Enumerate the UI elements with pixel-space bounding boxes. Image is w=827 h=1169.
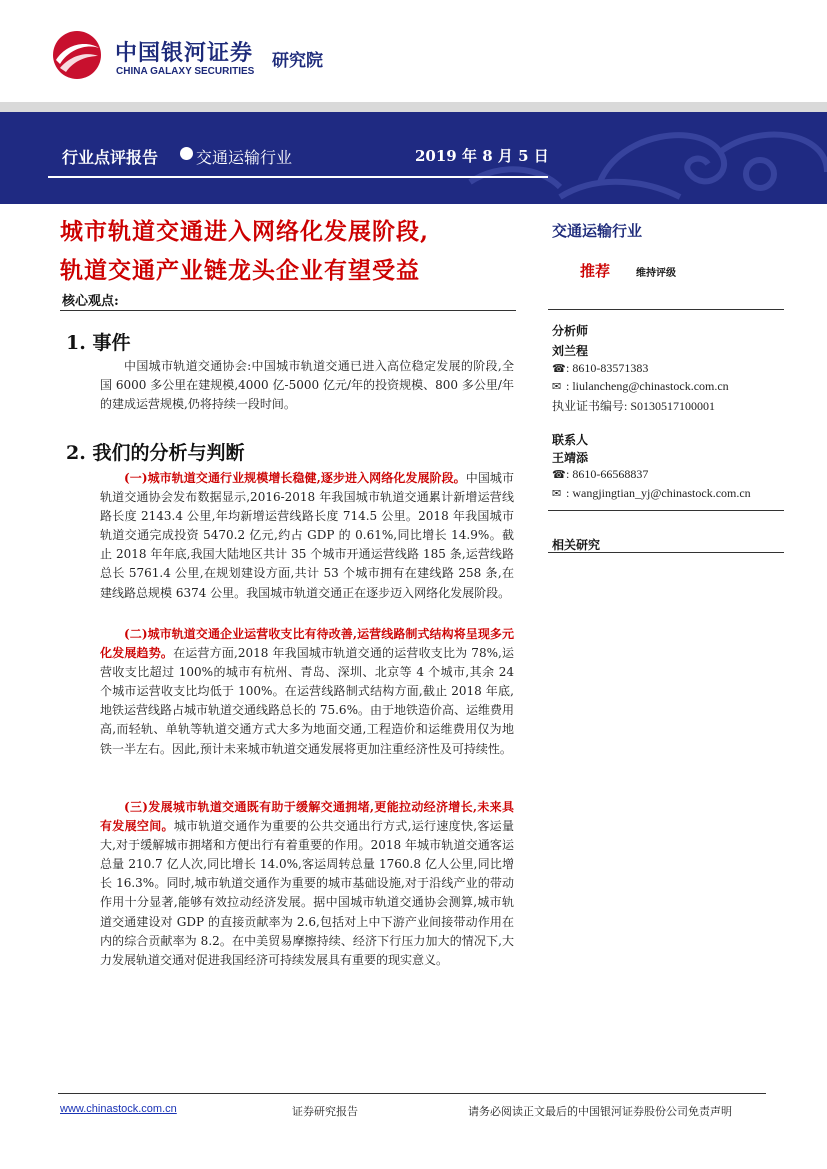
analysis-paragraph-1 [100, 469, 514, 603]
contact-label: 联系人 [552, 433, 589, 447]
galaxy-logo-icon [52, 30, 102, 80]
sidebar-industry: 交通运输行业 [552, 222, 643, 240]
paragraph-2-text: 在运营方面,2018 年我国城市轨道交通的运营收支比为 78%,运营收支比超过 100%的城市有杭州、青岛、深圳、北京等 4 个城市,其余 24 个城市运营收支比均低于 100%。在运营线路制式结构方面,截止 2018 年底,地铁运营线路占城市轨道交通线路总长的 75.6%。由于地铁造价高、运维费用高,而轻轨、单轨等轨道交通方式大多为地面交通,工程造价和运维费用仅为地铁一半左右。因此,预计未来城市轨道交通发展将更加注重经济性及可持续性。 [100, 646, 514, 756]
paragraph-1-highlight: (一)城市轨道交通行业规模增长稳健,逐步进入网络化发展阶段。 [124, 471, 466, 485]
analyst-phone-value: 8610-83571383 [572, 361, 649, 375]
banner-divider [48, 176, 548, 178]
event-text: 中国城市轨道交通协会:中国城市轨道交通已进入高位稳定发展的阶段,全国 6000 多公里在建规模,4000 亿-5000 亿元/年的投资规模、800 多公里/年的建成运营规模,仍将持续一段时间。 [100, 359, 514, 412]
footer-doc-type: 证券研究报告 [292, 1105, 358, 1118]
logo-chinese-name: 中国银河证券 [115, 41, 254, 66]
paragraph-3-text: 城市轨道交通作为重要的公共交通出行方式,运行速度快,客运量大,对于缓解城市拥堵和方便出行有着重要的作用。2018 年城市轨道交通客运总量 210.7 亿人次,同比增长 14.0%,客运周转总量 1760.8 亿人公里,同比增长 16.3%。同时,城市轨道交通作为重要的城市基础设施,对于沿线产业的带动作用十分显著,能够有效拉动经济发展。据中国城市轨道交通协会测算,城市轨道交通建设对 GDP 的直接贡献率为 2.6,包括对上中下游产业间接带动作用在内的综合贡献率为 8.2。在中美贸易摩擦持续、经济下行压力加大的情况下,大力发展轨道交通对促进我国经济可持续发展具有重要的现实意义。 [100, 819, 514, 967]
institute-label: 研究院 [272, 51, 323, 71]
logo-english-name: CHINA GALAXY SECURITIES [116, 66, 255, 77]
report-type: 行业点评报告 [62, 148, 159, 167]
contact-phone-value: 8610-66568837 [572, 467, 649, 481]
analysis-paragraph-3 [100, 798, 514, 970]
contact-phone: ☎: 8610-66568837 [552, 467, 649, 481]
rating-recommend: 推荐 [580, 262, 611, 280]
report-industry: 交通运输行业 [196, 148, 293, 167]
footer-disclaimer: 请务必阅读正文最后的中国银河证券股份公司免责声明 [468, 1105, 732, 1118]
core-views-label: 核心观点: [62, 294, 119, 309]
analyst-cert: 执业证书编号: S0130517100001 [552, 399, 716, 413]
contact-email: ✉ : wangjingtian_yj@chinastock.com.cn [552, 486, 751, 500]
analysis-paragraph-2 [100, 625, 514, 759]
sidebar-divider-2 [548, 510, 784, 511]
report-title-line2: 轨道交通产业链龙头企业有望受益 [60, 257, 420, 284]
sidebar-divider-1 [548, 309, 784, 310]
mail-icon: ✉ [552, 380, 562, 393]
contact-email-value[interactable]: wangjingtian_yj@chinastock.com.cn [572, 486, 751, 500]
section-heading-analysis: 2. 我们的分析与判断 [66, 442, 245, 464]
event-paragraph [100, 357, 514, 414]
sidebar-divider-3 [548, 552, 784, 553]
paragraph-1-text: 中国城市轨道交通协会发布数据显示,2016-2018 年我国城市轨道交通累计新增运营线路长度 2143.4 公里,年均新增运营线路长度 714.5 公里。2018 年我国城市轨道交通完成投资 5470.2 亿元,约占 GDP 的 0.61%,同比增长 14.9%。截止 2018 年年底,我国大陆地区共计 35 个城市开通运营线路 185 条,运营线路总长 5761.4 公里,在规划建设方面,共计 53 个城市拥有在建线路 258 条,在建线路总规模 6374 公里。我国城市轨道交通正在逐步迈入网络化发展阶段。 [100, 471, 514, 600]
rating-note: 维持评级 [636, 268, 676, 279]
paragraph-2-highlight: (二)城市轨道交通企业运营收支比有待改善,运营线路制式结构将呈现多元化发展趋势。 [100, 627, 514, 661]
report-title-line1: 城市轨道交通进入网络化发展阶段, [60, 218, 430, 245]
core-divider [60, 310, 516, 311]
phone-icon: ☎ [552, 468, 566, 481]
paragraph-3-highlight: (三)发展城市轨道交通既有助于缓解交通拥堵,更能拉动经济增长,未来具有发展空间。 [100, 800, 514, 834]
analyst-email: ✉ : liulancheng@chinastock.com.cn [552, 379, 729, 393]
bullet-dot-icon [180, 147, 193, 160]
phone-icon: ☎ [552, 362, 566, 375]
mail-icon: ✉ [552, 487, 562, 500]
section-heading-event: 1. 事件 [66, 332, 131, 354]
related-research-label: 相关研究 [552, 538, 601, 552]
analyst-label: 分析师 [552, 324, 589, 338]
footer-website-link[interactable]: www.chinastock.com.cn [60, 1103, 177, 1115]
analyst-email-value[interactable]: liulancheng@chinastock.com.cn [572, 379, 729, 393]
analyst-phone: ☎: 8610-83571383 [552, 361, 649, 375]
report-date: 2019 年 8 月 5 日 [415, 147, 549, 165]
header-grey-strip [0, 102, 827, 112]
footer-divider [58, 1093, 766, 1094]
analyst-name: 刘兰程 [552, 344, 589, 358]
contact-name: 王靖添 [552, 451, 589, 465]
